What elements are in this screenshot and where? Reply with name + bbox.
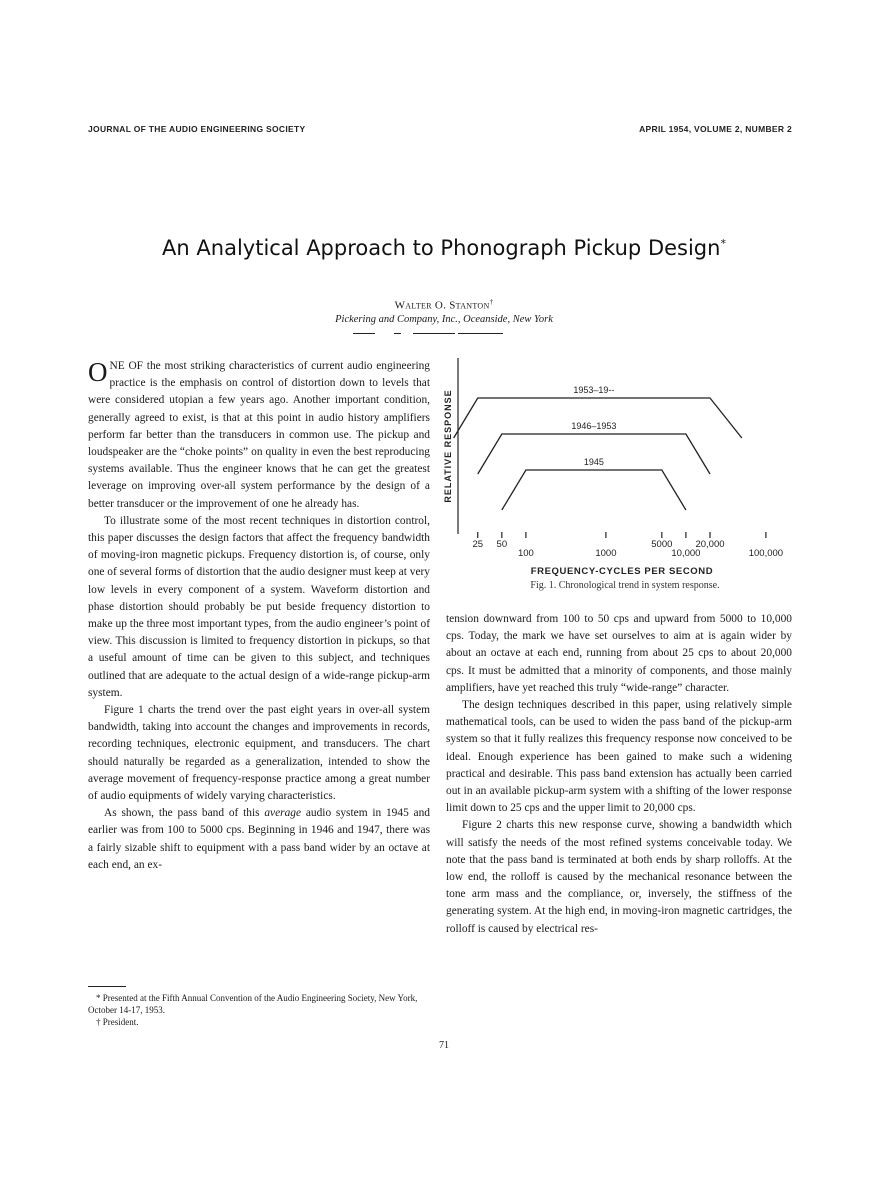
- x-tick-label: 10,000: [671, 548, 701, 559]
- article-title-text: An Analytical Approach to Phonograph Pickup Design: [162, 236, 721, 260]
- right-column: [446, 611, 792, 938]
- article-title: [0, 236, 888, 260]
- title-rule-3: [413, 333, 455, 334]
- figure-caption: Fig. 1. Chronological trend in system response.: [530, 580, 720, 591]
- emphasis-text: average: [264, 807, 302, 820]
- x-axis-label: FREQUENCY-CYCLES PER SECOND: [530, 566, 714, 577]
- x-tick-label: 20,000: [695, 539, 725, 550]
- title-rule-1: [353, 333, 375, 334]
- response-curve-1: [502, 470, 686, 510]
- journal-running-head: JOURNAL OF THE AUDIO ENGINEERING SOCIETY: [88, 124, 306, 134]
- paragraph: [88, 805, 430, 874]
- x-tick-label: 100: [517, 548, 534, 559]
- frequency-response-chart: [440, 352, 800, 578]
- author-name: [0, 298, 888, 312]
- series-label: 1946–1953: [571, 421, 617, 431]
- x-tick-label: 50: [496, 539, 508, 550]
- response-curve-2: [478, 434, 710, 474]
- paragraph: The design techniques described in this paper, using relatively simple mathematical tools, can be used to widen the pass band of the pickup-arm system so that it fully realizes this frequency response now conceived to be ideal. Enough experience has been gained to make such a widening practical and desirable. This pass band extension has actually been carried out in an available pickup-arm system with a shifting of the lower response limit down to 25 cps and the upper limit to 20,000 cps.: [446, 699, 792, 815]
- left-column: [88, 358, 430, 874]
- footnote-rule: [88, 986, 126, 987]
- footnotes: [88, 992, 430, 1028]
- paragraph-text: As shown, the pass band of this: [104, 807, 265, 820]
- x-tick-label: 1000: [595, 548, 617, 559]
- paragraph: tension downward from 100 to 50 cps and upward from 5000 to 10,000 cps. Today, the mark we have set ourselves to aim at is again wider by about an octave at each end, running from about 25 cps to about 20,000 cps. It must be admitted that a minority of components, and those mainly amplifiers, have yet reached this truly “wide-range” character.: [446, 613, 792, 694]
- series-label: 1945: [583, 457, 604, 467]
- paragraph-intro: [88, 358, 430, 513]
- y-axis-label: RELATIVE RESPONSE: [443, 389, 453, 503]
- x-tick-label: 100,000: [748, 548, 784, 559]
- author-name-text: Walter O. Stanton: [394, 299, 490, 312]
- x-axis-ticks: [472, 532, 783, 559]
- author-affiliation: Pickering and Company, Inc., Oceanside, New York: [335, 314, 553, 325]
- x-tick-label: 25: [472, 539, 484, 550]
- title-rule-2: [394, 333, 401, 334]
- drop-cap: O: [88, 357, 108, 387]
- footnote: † President.: [96, 1017, 139, 1027]
- paragraph-text: audio system in 1945 and earlier was from 100 to 5000 cps. Beginning in 1946 and 1947, there was a fairly sizable shift to equipment with a pass band wider by an octave at each end, an ex-: [88, 807, 430, 871]
- issue-running-head: APRIL 1954, VOLUME 2, NUMBER 2: [639, 124, 792, 134]
- x-tick-label: 5000: [651, 539, 673, 550]
- paragraph: Figure 2 charts this new response curve, showing a bandwidth which will satisfy the needs of the most refined systems conceivable today. We note that the pass band is terminated at both ends by sharp rolloffs. At the low end, the rolloff is caused by the mechanical resonance between the tone arm mass and the compliance, or, inversely, the stiffness of the generating system. At the high end, in moving-iron magnetic cartridges, the rolloff is caused by electrical res-: [446, 819, 792, 935]
- series-label: 1953–19--: [573, 385, 615, 395]
- author-footnote-mark: †: [489, 298, 494, 306]
- footnote: * Presented at the Fifth Annual Convention of the Audio Engineering Society, New York, October 14-17, 1953.: [88, 993, 418, 1015]
- title-footnote-mark: *: [720, 237, 726, 250]
- page-number: 71: [439, 1040, 449, 1051]
- paragraph: To illustrate some of the most recent techniques in distortion control, this paper discusses the design factors that affect the frequency bandwidth of moving-iron magnetic pickups. Frequency distortion is, of course, only one of several forms of distortion that the audio designer must keep at very low levels in every component of a system. Waveform distortion and phase distortion should probably be put beside frequency distortion to make up the three most important types, from the audio engineer’s point of view. This discussion is limited to frequency distortion in pickups, so that a useful amount of time can be given to this subject, and techniques outlined that are adequate to the actual design of a wide-range pickup-arm system.: [88, 514, 430, 699]
- response-curves: [454, 385, 742, 510]
- paragraph-intro-text: NE OF the most striking characteristics of current audio engineering practice is the emphasis on control of distortion down to levels that were considered utopian a few years ago. Another important condition, generally agreed to exist, is that at this point in audio history amplifiers perform far better than the transducers in common use. The pickup and loudspeaker are the “choke points” on quality in even the best reproducing systems available. Thus the engineer knows that he can get the greatest leverage on improving over-all system performance by the design of a better transducer or the improvement of one he already has.: [88, 360, 430, 510]
- paragraph: Figure 1 charts the trend over the past eight years in over-all system bandwidth, taking into account the changes and improvements in records, recording techniques, electronic equipment, and transducers. The chart should naturally be regarded as a generalization, intended to show the average movement of frequency-response practice among a great number of audio equipments of widely varying characteristics.: [88, 704, 430, 803]
- title-rule-4: [458, 333, 503, 334]
- response-curve-3: [454, 398, 742, 438]
